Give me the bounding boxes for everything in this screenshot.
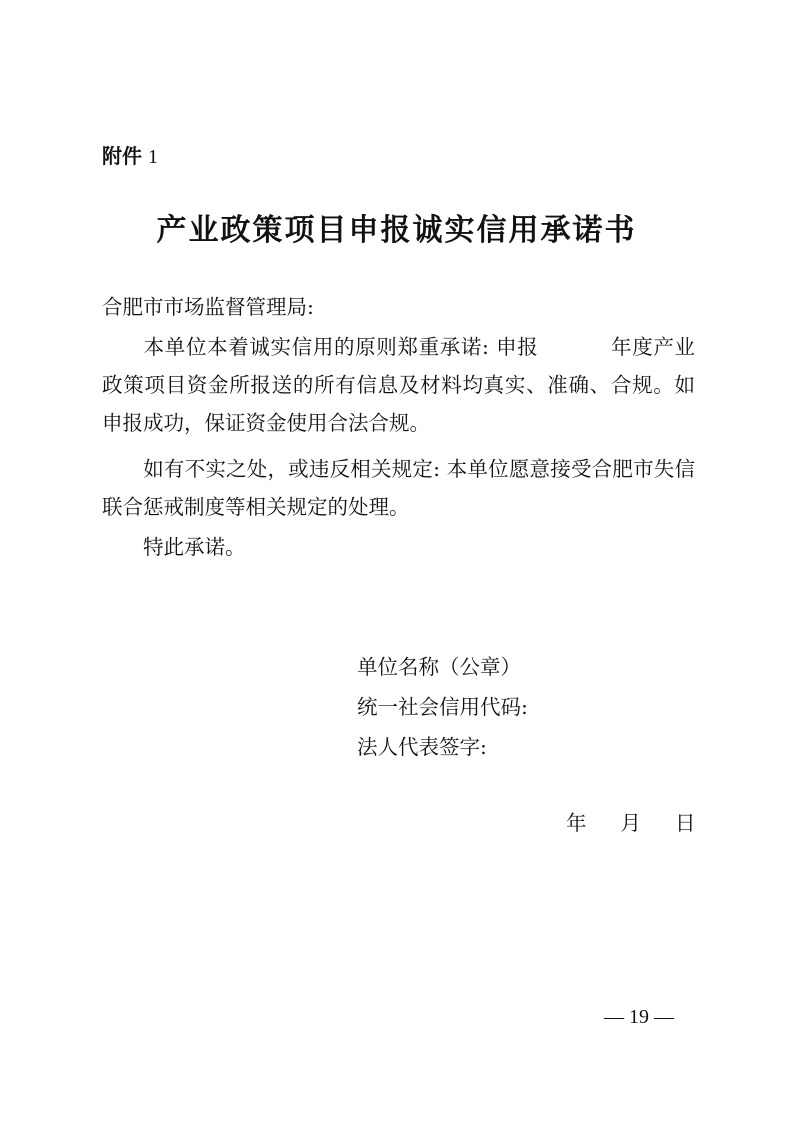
closing-text: 特此承诺。	[143, 535, 246, 559]
addressee: 合肥市市场监督管理局:	[102, 295, 314, 319]
attachment-label	[102, 140, 158, 169]
commitment-paragraph	[102, 328, 695, 442]
unit-name-label: 单位名称（公章）	[357, 655, 521, 679]
date-line	[566, 806, 696, 836]
document-title: 产业政策项目申报诚实信用承诺书	[156, 213, 637, 248]
commitment-text-part2: 年度产业政策项目资金所报送的所有信息及材料均真实、准确、合规。如申报成功，保证资金使用合法合规。	[102, 335, 695, 435]
date-year: 年	[566, 811, 587, 835]
violation-text: 如有不实之处，或违反相关规定: 本单位愿意接受合肥市失信联合惩戒制度等相关规定的处理。	[102, 457, 695, 519]
violation-paragraph	[102, 450, 695, 526]
page-number: — 19 —	[604, 1006, 674, 1028]
legal-rep-label: 法人代表签字:	[357, 735, 487, 759]
date-day: 日	[675, 811, 696, 835]
commitment-text-part1: 本单位本着诚实信用的原则郑重承诺: 申报	[143, 335, 539, 359]
attachment-number: 1	[148, 146, 158, 168]
closing-paragraph	[102, 528, 695, 566]
attachment-text: 附件	[102, 144, 142, 168]
credit-code-label: 统一社会信用代码:	[357, 695, 528, 719]
date-month: 月	[620, 811, 641, 835]
